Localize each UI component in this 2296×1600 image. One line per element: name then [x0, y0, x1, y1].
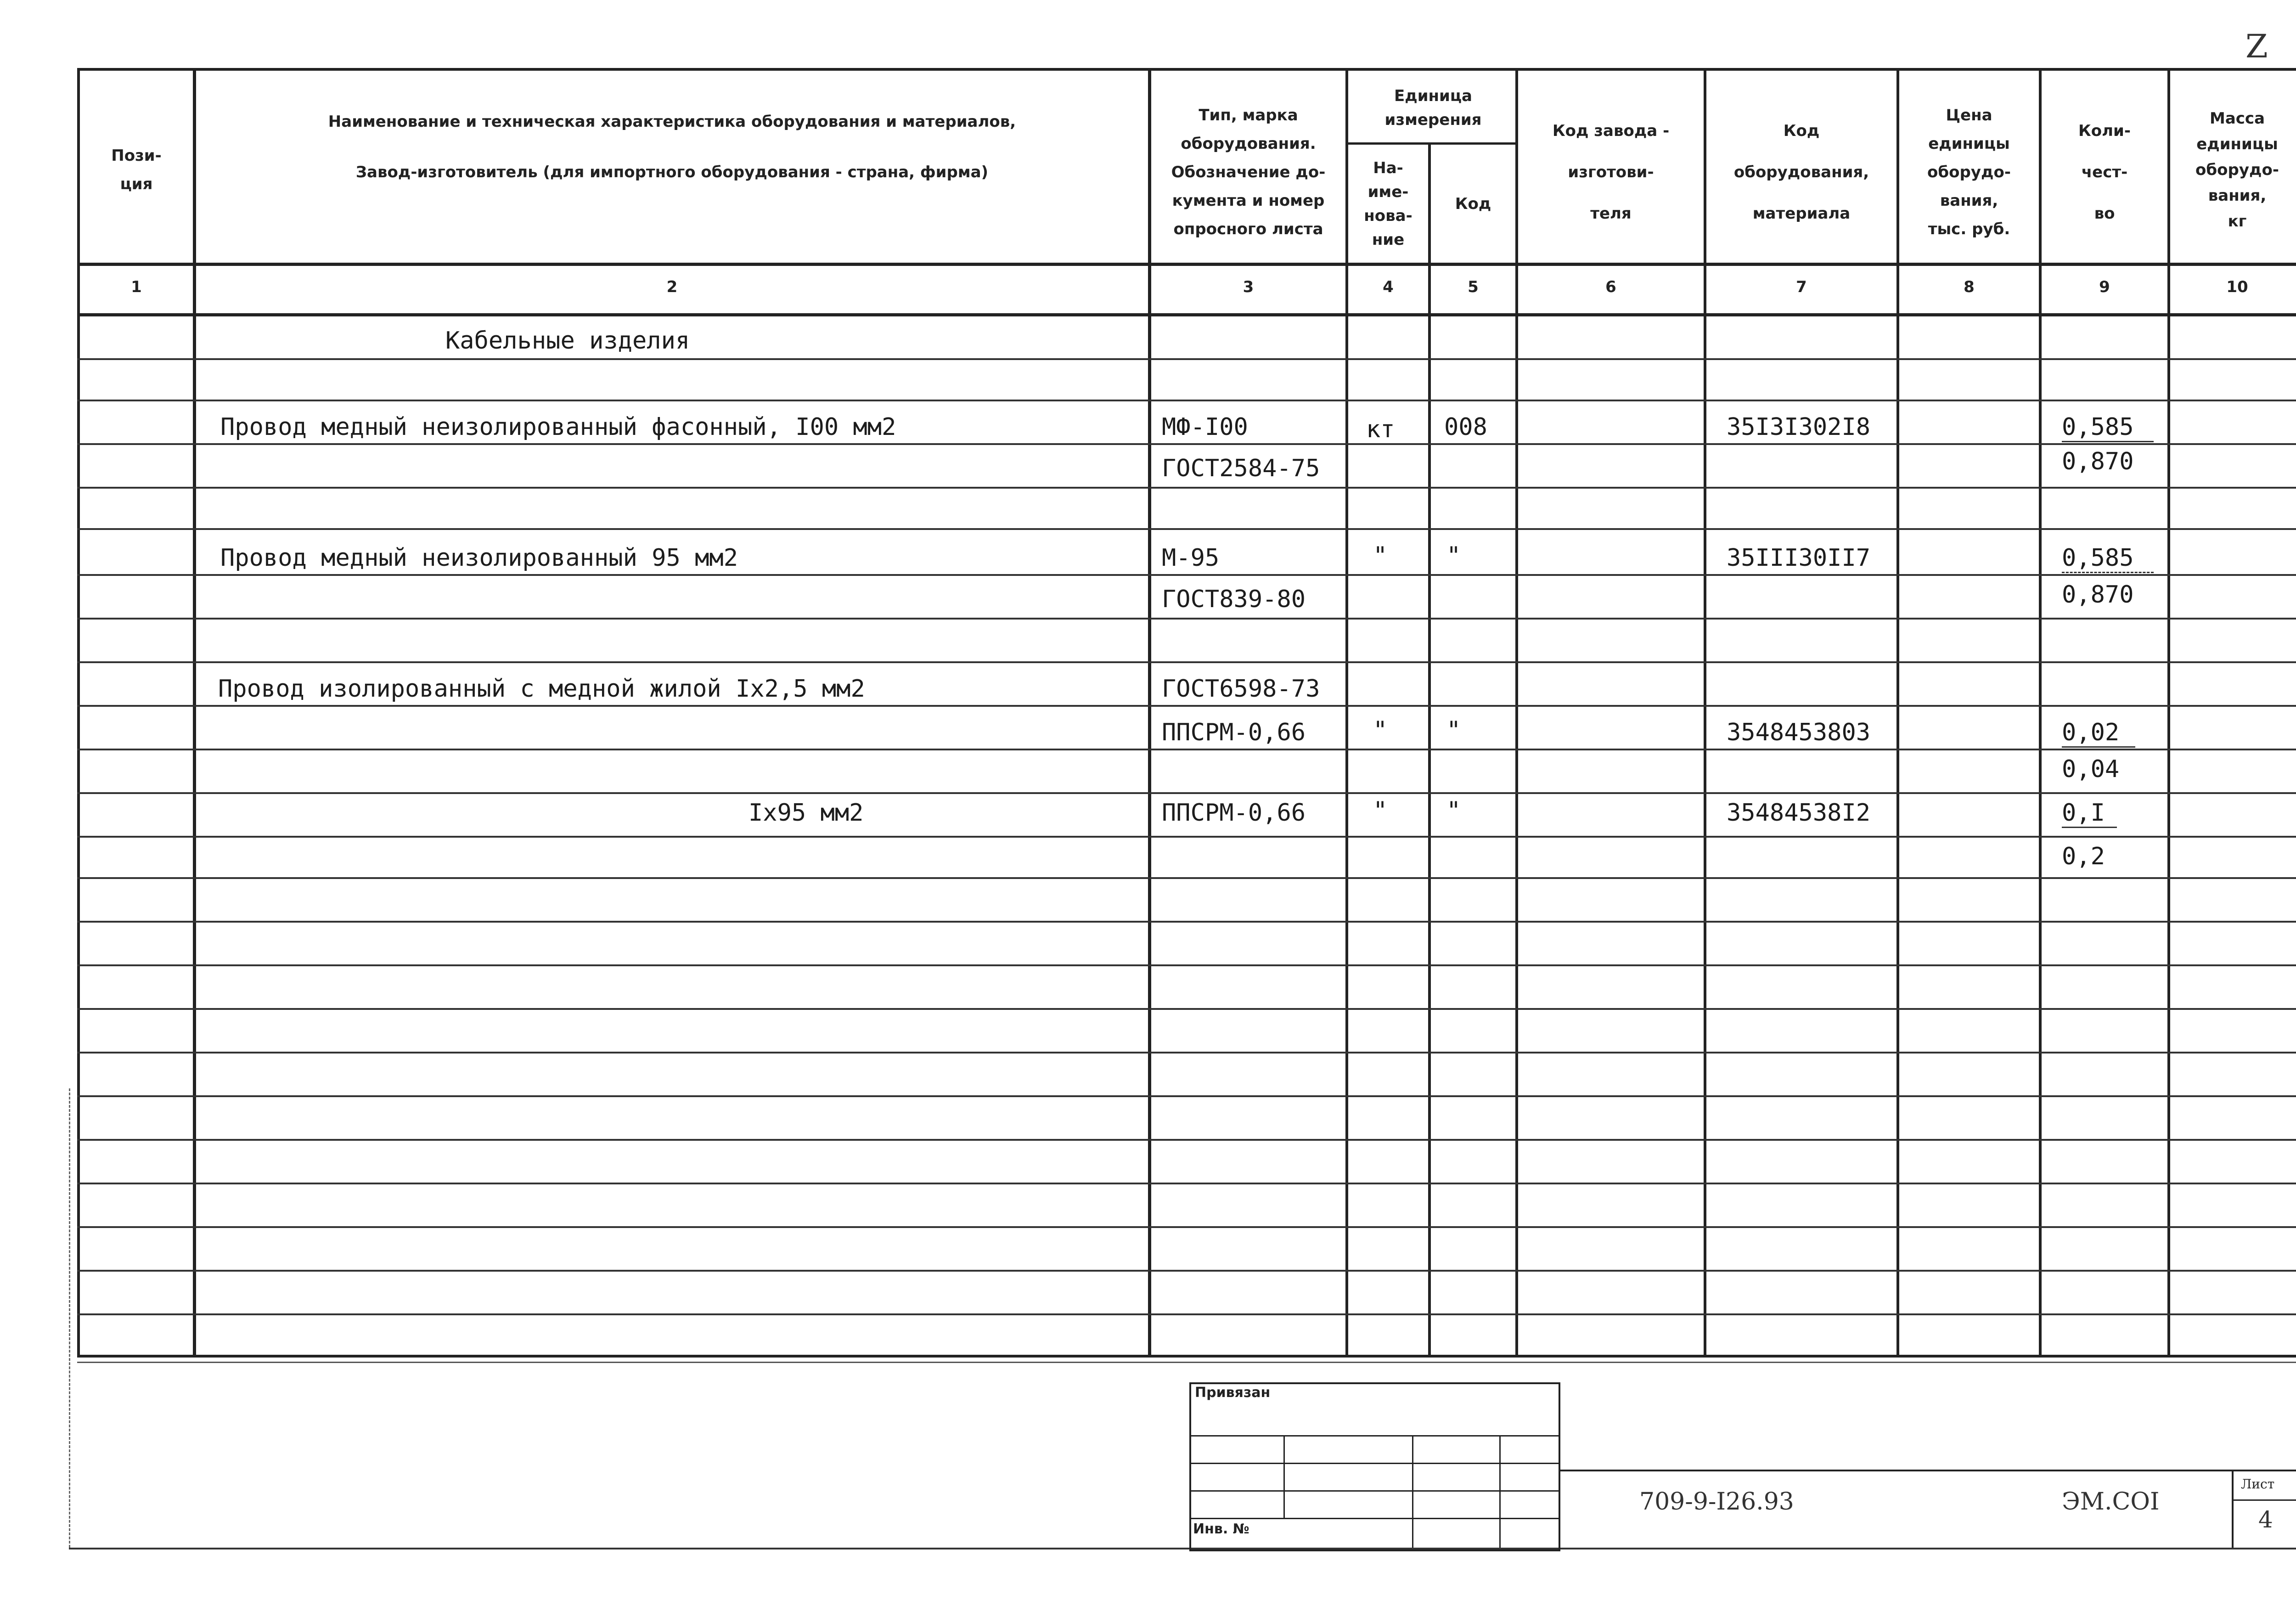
column-number: 8: [1964, 278, 1975, 296]
header-unit-name: На- име- нова- ние: [1364, 159, 1412, 249]
col-divider: [2039, 69, 2042, 1355]
item-unit: ": [1373, 716, 1388, 744]
column-number: 9: [2099, 278, 2110, 296]
col-divider: [193, 69, 196, 1355]
item-name: Iх95 мм2: [748, 799, 864, 827]
quantity-underline: [2062, 572, 2154, 573]
item-quantity: 0,I: [2062, 799, 2105, 827]
sheet-number: 4: [2258, 1506, 2273, 1533]
header-type: Тип, марка оборудования. Обозначение до- кумента и номер опросного листа: [1171, 106, 1326, 238]
column-number: 5: [1468, 278, 1479, 296]
table-border-bottom: [77, 1355, 2296, 1358]
item-unit-code: 008: [1444, 413, 1487, 441]
table-border-top: [77, 68, 2296, 71]
col-divider: [1896, 69, 1899, 1355]
header-name: Наименование и техническая характеристика оборудования и материалов, Завод-изготовитель (для импортного оборудования - страна, фирма): [328, 113, 1016, 181]
item-quantity: 0,870: [2062, 448, 2134, 475]
column-number: 6: [1605, 278, 1616, 296]
header-mass: Масса единицы оборудо- вания, кг: [2195, 109, 2279, 231]
col-divider: [1148, 69, 1151, 1355]
item-code: 35484538I2: [1727, 799, 1871, 827]
item-quantity: 0,870: [2062, 581, 2134, 608]
item-type: ППСРМ-0,66: [1162, 719, 1306, 746]
document-code: ЭМ.COI: [2062, 1488, 2160, 1515]
item-quantity: 0,585: [2062, 544, 2134, 572]
item-code: 35I3I302I8: [1727, 413, 1871, 441]
header-unit-code: Код: [1455, 195, 1491, 213]
col-divider: [1704, 69, 1706, 1355]
item-unit: кт: [1366, 416, 1395, 443]
item-type: ГОСТ2584-75: [1162, 455, 1320, 482]
item-unit: ": [1373, 797, 1388, 824]
item-unit-code: ": [1446, 542, 1461, 569]
item-type: ППСРМ-0,66: [1162, 799, 1306, 827]
header-factory-code: Код завода - изготови- теля: [1552, 122, 1670, 223]
item-name: Провод медный неизолированный 95 мм2: [220, 544, 738, 572]
column-number: 4: [1383, 278, 1394, 296]
corner-mark: Z: [2245, 28, 2268, 65]
item-type: ГОСТ6598-73: [1162, 675, 1320, 703]
bound-label: Привязан: [1195, 1385, 1271, 1401]
header-bottom-line: [77, 263, 2296, 266]
table-border-left: [77, 69, 80, 1355]
column-number: 3: [1243, 278, 1254, 296]
column-number: 2: [666, 278, 678, 296]
sheet-label: Лист: [2241, 1476, 2275, 1492]
item-quantity: 0,02: [2062, 719, 2120, 746]
item-name: Провод изолированный с медной жилой Iх2,5 мм2: [218, 675, 865, 703]
col-divider: [1515, 69, 1518, 1355]
item-quantity: 0,2: [2062, 843, 2105, 870]
item-code: 3548453803: [1727, 719, 1871, 746]
column-number: 7: [1796, 278, 1807, 296]
header-quantity: Коли- чест- во: [2078, 122, 2131, 223]
item-unit: ": [1373, 542, 1388, 569]
header-unit: Единица измерения: [1384, 87, 1482, 129]
header-price: Цена единицы оборудо- вания, тыс. руб.: [1927, 106, 2011, 238]
item-type: М-95: [1162, 544, 1220, 572]
numbers-bottom-line: [77, 313, 2296, 316]
item-code: 35III30II7: [1727, 544, 1871, 572]
item-unit-code: ": [1446, 716, 1461, 744]
section-heading: Кабельные изделия: [445, 327, 690, 355]
item-quantity: 0,04: [2062, 755, 2120, 783]
column-number: 10: [2226, 278, 2248, 296]
item-type: МФ-I00: [1162, 413, 1248, 441]
quantity-underline: [2062, 441, 2154, 442]
item-quantity: 0,585: [2062, 413, 2134, 441]
quantity-underline: [2062, 827, 2117, 828]
quantity-underline: [2062, 746, 2135, 748]
item-name: Провод медный неизолированный фасонный, I00 мм2: [220, 413, 896, 441]
item-unit-code: ": [1446, 797, 1461, 824]
unit-header-divider: [1345, 142, 1518, 145]
item-type: ГОСТ839-80: [1162, 586, 1306, 613]
header-position: Пози- ция: [111, 146, 162, 193]
col-divider: [2167, 69, 2170, 1355]
document-number: 709-9-I26.93: [1639, 1488, 1794, 1515]
inventory-label: Инв. №: [1193, 1521, 1249, 1537]
header-equipment-code: Код оборудования, материала: [1733, 122, 1869, 223]
column-number: 1: [131, 278, 142, 296]
